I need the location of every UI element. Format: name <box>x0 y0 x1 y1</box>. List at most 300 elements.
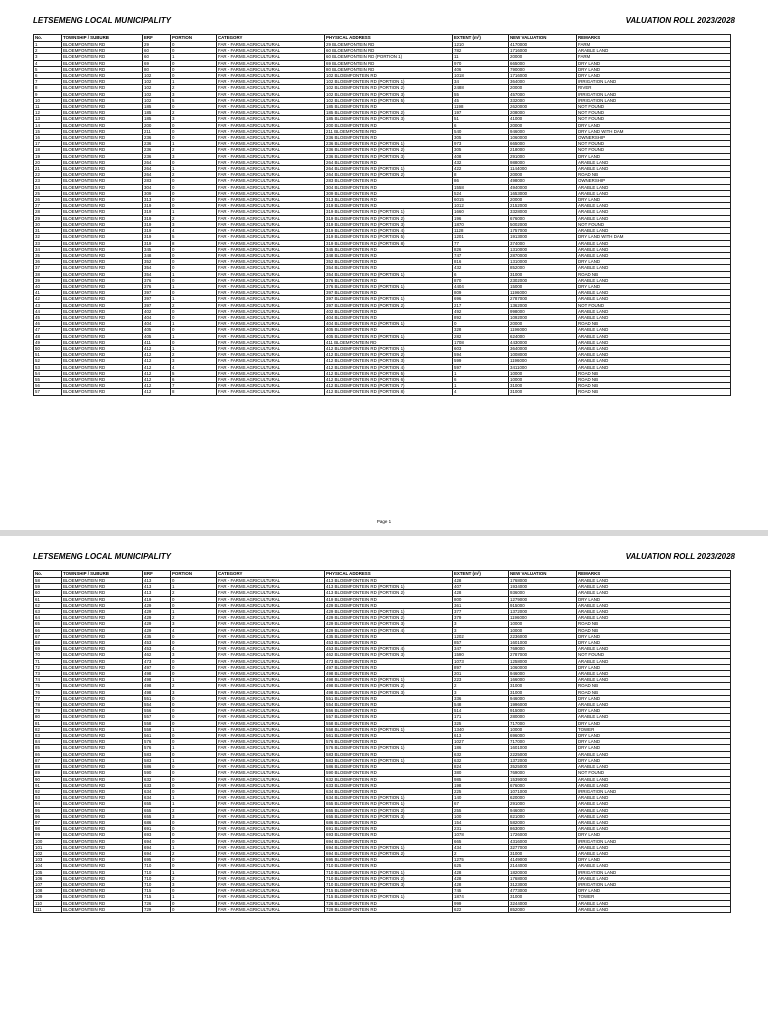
valuation-roll-title: VALUATION ROLL 2023/2028 <box>625 552 735 561</box>
cell-category: FAR - FARMS AGRICULTURAL <box>217 364 325 370</box>
cell-remarks: DRY LAND <box>577 733 731 739</box>
cell-address: 397 BLOEMFONTEIN RD (PORTION 1) <box>325 296 453 302</box>
cell-erf: 412 <box>143 345 171 351</box>
cell-erf: 473 <box>143 658 171 664</box>
cell-category: FAR - FARMS AGRICULTURAL <box>217 79 325 85</box>
page-header <box>33 552 735 564</box>
cell-remarks: DRY LAND <box>577 757 731 763</box>
cell-category: FAR - FARMS AGRICULTURAL <box>217 832 325 838</box>
cell-erf: 236 <box>143 153 171 159</box>
cell-remarks: DRY LAND <box>577 633 731 639</box>
cell-address: 695 BLOEMFONTEIN RD <box>325 857 453 863</box>
cell-erf: 412 <box>143 364 171 370</box>
cell-address: 583 BLOEMFONTEIN RD <box>325 751 453 757</box>
cell-address: 710 BLOEMFONTEIN RD <box>325 863 453 869</box>
cell-extent: 1275 <box>453 857 509 863</box>
cell-portion: 1 <box>171 894 217 900</box>
cell-erf: 185 <box>143 116 171 122</box>
cell-portion: 3 <box>171 91 217 97</box>
cell-portion: 0 <box>171 633 217 639</box>
cell-remarks: DRY LAND <box>577 720 731 726</box>
cell-no: 63 <box>34 609 62 615</box>
cell-township: BLOEMFONTEIN RD <box>62 190 143 196</box>
cell-erf: 498 <box>143 689 171 695</box>
cell-erf: 556 <box>143 708 171 714</box>
cell-extent: 328 <box>453 327 509 333</box>
cell-no: 21 <box>34 166 62 172</box>
cell-valuation: 1258000 <box>509 658 577 664</box>
cell-category: FAR - FARMS AGRICULTURAL <box>217 97 325 103</box>
cell-portion: 1 <box>171 271 217 277</box>
cell-township: BLOEMFONTEIN RD <box>62 314 143 320</box>
cell-no: 5 <box>34 66 62 72</box>
cell-valuation: 1757000 <box>509 228 577 234</box>
cell-category: FAR - FARMS AGRICULTURAL <box>217 745 325 751</box>
cell-remarks: NOT FOUND <box>577 770 731 776</box>
cell-township: BLOEMFONTEIN RD <box>62 708 143 714</box>
cell-erf: 80 <box>143 66 171 72</box>
cell-remarks: NOT FOUND <box>577 652 731 658</box>
cell-remarks: ARABLE LAND <box>577 602 731 608</box>
cell-category: FAR - FARMS AGRICULTURAL <box>217 141 325 147</box>
cell-no: 56 <box>34 383 62 389</box>
cell-portion: 0 <box>171 327 217 333</box>
cell-extent: 892 <box>453 314 509 320</box>
cell-no: 103 <box>34 857 62 863</box>
cell-portion: 0 <box>171 73 217 79</box>
cell-township: BLOEMFONTEIN RD <box>62 48 143 54</box>
cell-remarks: ARABLE LAND <box>577 215 731 221</box>
cell-remarks: ROAD NB <box>577 683 731 689</box>
cell-township: BLOEMFONTEIN RD <box>62 894 143 900</box>
cell-extent: 985 <box>453 776 509 782</box>
cell-no: 85 <box>34 745 62 751</box>
cell-extent: 197 <box>453 110 509 116</box>
cell-remarks: ARABLE LAND <box>577 203 731 209</box>
cell-erf: 319 <box>143 215 171 221</box>
cell-category: FAR - FARMS AGRICULTURAL <box>217 906 325 912</box>
cell-remarks: ARABLE LAND <box>577 782 731 788</box>
cell-portion: 2 <box>171 807 217 813</box>
cell-township: BLOEMFONTEIN RD <box>62 900 143 906</box>
cell-address: 319 BLOEMFONTEIN RD <box>325 203 453 209</box>
cell-erf: 102 <box>143 85 171 91</box>
cell-address: 102 BLOEMFONTEIN RD (PORTION 3) <box>325 91 453 97</box>
cell-no: 98 <box>34 826 62 832</box>
cell-no: 47 <box>34 327 62 333</box>
cell-no: 89 <box>34 770 62 776</box>
cell-valuation: 3328000 <box>509 209 577 215</box>
cell-township: BLOEMFONTEIN RD <box>62 819 143 825</box>
cell-erf: 710 <box>143 863 171 869</box>
cell-portion: 0 <box>171 857 217 863</box>
cell-township: BLOEMFONTEIN RD <box>62 66 143 72</box>
cell-no: 4 <box>34 60 62 66</box>
cell-township: BLOEMFONTEIN RD <box>62 832 143 838</box>
cell-address: 412 BLOEMFONTEIN RD (PORTION 4) <box>325 364 453 370</box>
cell-no: 76 <box>34 689 62 695</box>
cell-extent: 186 <box>453 745 509 751</box>
cell-category: FAR - FARMS AGRICULTURAL <box>217 764 325 770</box>
cell-address: 710 BLOEMFONTEIN RD (PORTION 2) <box>325 875 453 881</box>
cell-valuation: 291000 <box>509 801 577 807</box>
cell-erf: 412 <box>143 376 171 382</box>
cell-category: FAR - FARMS AGRICULTURAL <box>217 652 325 658</box>
cell-portion: 0 <box>171 197 217 203</box>
cell-portion: 0 <box>171 308 217 314</box>
cell-portion: 0 <box>171 104 217 110</box>
cell-valuation: 10000 <box>509 726 577 732</box>
cell-remarks: ARABLE LAND <box>577 807 731 813</box>
valuation-table <box>33 570 731 913</box>
column-header-erf: ERF <box>143 35 171 42</box>
cell-erf: 405 <box>143 333 171 339</box>
cell-valuation: 790000 <box>509 66 577 72</box>
valuation-table <box>33 34 731 396</box>
cell-category: FAR - FARMS AGRICULTURAL <box>217 838 325 844</box>
cell-erf: 319 <box>143 240 171 246</box>
cell-category: FAR - FARMS AGRICULTURAL <box>217 271 325 277</box>
cell-portion: 3 <box>171 813 217 819</box>
cell-no: 107 <box>34 881 62 887</box>
cell-address: 715 BLOEMFONTEIN RD <box>325 888 453 894</box>
cell-valuation: 2787000 <box>509 652 577 658</box>
cell-valuation: 769000 <box>509 770 577 776</box>
cell-valuation: 1768000 <box>509 578 577 584</box>
cell-valuation: 1934000 <box>509 584 577 590</box>
cell-valuation: 2787000 <box>509 296 577 302</box>
cell-portion: 2 <box>171 110 217 116</box>
cell-valuation: 1820000 <box>509 869 577 875</box>
cell-portion: 1 <box>171 677 217 683</box>
cell-valuation: 2144000 <box>509 863 577 869</box>
cell-valuation: 1716000 <box>509 48 577 54</box>
cell-address: 354 BLOEMFONTEIN RD (PORTION 1) <box>325 271 453 277</box>
cell-category: FAR - FARMS AGRICULTURAL <box>217 197 325 203</box>
cell-address: 429 BLOEMFONTEIN RD (PORTION 2) <box>325 615 453 621</box>
cell-address: 691 BLOEMFONTEIN RD <box>325 826 453 832</box>
cell-no: 10 <box>34 97 62 103</box>
cell-erf: 412 <box>143 352 171 358</box>
cell-erf: 413 <box>143 584 171 590</box>
cell-category: FAR - FARMS AGRICULTURAL <box>217 695 325 701</box>
cell-no: 34 <box>34 246 62 252</box>
cell-remarks: ARABLE LAND <box>577 590 731 596</box>
cell-township: BLOEMFONTEIN RD <box>62 97 143 103</box>
cell-extent: 1870 <box>453 221 509 227</box>
cell-address: 283 BLOEMFONTEIN RD <box>325 178 453 184</box>
cell-township: BLOEMFONTEIN RD <box>62 42 143 48</box>
cell-category: FAR - FARMS AGRICULTURAL <box>217 128 325 134</box>
cell-category: FAR - FARMS AGRICULTURAL <box>217 259 325 265</box>
cell-township: BLOEMFONTEIN RD <box>62 252 143 258</box>
cell-category: FAR - FARMS AGRICULTURAL <box>217 153 325 159</box>
cell-category: FAR - FARMS AGRICULTURAL <box>217 596 325 602</box>
cell-remarks: ROAD NB <box>577 621 731 627</box>
cell-extent: 432 <box>453 265 509 271</box>
cell-erf: 236 <box>143 147 171 153</box>
cell-erf: 319 <box>143 203 171 209</box>
cell-erf: 435 <box>143 633 171 639</box>
cell-valuation: 1060000 <box>509 664 577 670</box>
cell-no: 54 <box>34 370 62 376</box>
cell-township: BLOEMFONTEIN RD <box>62 807 143 813</box>
cell-extent: 622 <box>453 906 509 912</box>
cell-address: 710 BLOEMFONTEIN RD (PORTION 1) <box>325 869 453 875</box>
cell-no: 48 <box>34 333 62 339</box>
cell-remarks: ARABLE LAND <box>577 819 731 825</box>
cell-township: BLOEMFONTEIN RD <box>62 221 143 227</box>
cell-no: 16 <box>34 135 62 141</box>
cell-valuation: 31000 <box>509 383 577 389</box>
cell-address: 634 BLOEMFONTEIN RD <box>325 788 453 794</box>
cell-portion: 0 <box>171 159 217 165</box>
cell-township: BLOEMFONTEIN RD <box>62 838 143 844</box>
cell-address: 404 BLOEMFONTEIN RD (PORTION 1) <box>325 321 453 327</box>
cell-extent: 524 <box>453 190 509 196</box>
cell-valuation: 676000 <box>509 215 577 221</box>
cell-category: FAR - FARMS AGRICULTURAL <box>217 881 325 887</box>
cell-remarks: DRY LAND <box>577 66 731 72</box>
cell-portion: 3 <box>171 652 217 658</box>
cell-address: 557 BLOEMFONTEIN RD <box>325 714 453 720</box>
cell-valuation: 1196000 <box>509 290 577 296</box>
cell-erf: 319 <box>143 209 171 215</box>
cell-erf: 313 <box>143 197 171 203</box>
column-header-erf: ERF <box>143 571 171 578</box>
cell-portion: 1 <box>171 801 217 807</box>
cell-erf: 453 <box>143 646 171 652</box>
cell-valuation: 20000 <box>509 54 577 60</box>
cell-erf: 693 <box>143 832 171 838</box>
column-header-portion: PORTION <box>171 35 217 42</box>
cell-category: FAR - FARMS AGRICULTURAL <box>217 376 325 382</box>
cell-township: BLOEMFONTEIN RD <box>62 627 143 633</box>
cell-no: 90 <box>34 776 62 782</box>
cell-no: 2 <box>34 48 62 54</box>
cell-erf: 402 <box>143 308 171 314</box>
cell-address: 304 BLOEMFONTEIN RD <box>325 184 453 190</box>
cell-address: 556 BLOEMFONTEIN RD <box>325 708 453 714</box>
cell-address: 102 BLOEMFONTEIN RD (PORTION 2) <box>325 85 453 91</box>
cell-extent: 625 <box>453 863 509 869</box>
cell-township: BLOEMFONTEIN RD <box>62 159 143 165</box>
cell-remarks: DRY LAND WITH DAM <box>577 128 731 134</box>
cell-remarks: ARABLE LAND <box>577 296 731 302</box>
cell-erf: 405 <box>143 327 171 333</box>
cell-no: 104 <box>34 863 62 869</box>
cell-portion: 2 <box>171 147 217 153</box>
cell-address: 413 BLOEMFONTEIN RD (PORTION 2) <box>325 590 453 596</box>
valuation-roll-title: VALUATION ROLL 2023/2028 <box>625 16 735 25</box>
cell-remarks: ARABLE LAND <box>577 671 731 677</box>
cell-address: 473 BLOEMFONTEIN RD <box>325 658 453 664</box>
cell-no: 68 <box>34 640 62 646</box>
cell-valuation: 852000 <box>509 265 577 271</box>
cell-erf: 419 <box>143 596 171 602</box>
cell-category: FAR - FARMS AGRICULTURAL <box>217 689 325 695</box>
cell-extent: 782 <box>453 48 509 54</box>
cell-erf: 412 <box>143 383 171 389</box>
cell-valuation: 498000 <box>509 178 577 184</box>
cell-address: 655 BLOEMFONTEIN RD (PORTION 1) <box>325 801 453 807</box>
cell-township: BLOEMFONTEIN RD <box>62 646 143 652</box>
cell-remarks: TOWER <box>577 726 731 732</box>
cell-no: 39 <box>34 277 62 283</box>
cell-township: BLOEMFONTEIN RD <box>62 352 143 358</box>
cell-remarks: IRRIGATION LAND <box>577 838 731 844</box>
cell-category: FAR - FARMS AGRICULTURAL <box>217 178 325 184</box>
cell-valuation: 998000 <box>509 308 577 314</box>
cell-erf: 694 <box>143 850 171 856</box>
cell-no: 86 <box>34 751 62 757</box>
cell-no: 88 <box>34 764 62 770</box>
cell-address: 313 BLOEMFONTEIN RD <box>325 197 453 203</box>
cell-extent: 1 <box>453 370 509 376</box>
cell-extent: 217 <box>453 302 509 308</box>
cell-portion: 0 <box>171 664 217 670</box>
cell-no: 29 <box>34 215 62 221</box>
cell-township: BLOEMFONTEIN RD <box>62 302 143 308</box>
cell-township: BLOEMFONTEIN RD <box>62 203 143 209</box>
cell-portion: 0 <box>171 900 217 906</box>
cell-valuation: 31000 <box>509 689 577 695</box>
cell-valuation: 20000 <box>509 197 577 203</box>
cell-township: BLOEMFONTEIN RD <box>62 609 143 615</box>
cell-township: BLOEMFONTEIN RD <box>62 770 143 776</box>
cell-address: 693 BLOEMFONTEIN RD <box>325 832 453 838</box>
cell-remarks: ARABLE LAND <box>577 677 731 683</box>
cell-valuation: 936000 <box>509 590 577 596</box>
cell-township: BLOEMFONTEIN RD <box>62 664 143 670</box>
cell-portion: 2 <box>171 590 217 596</box>
cell-valuation: 31000 <box>509 894 577 900</box>
column-header-category: CATEGORY <box>217 571 325 578</box>
cell-extent: 422 <box>453 166 509 172</box>
cell-category: FAR - FARMS AGRICULTURAL <box>217 708 325 714</box>
cell-extent: 3 <box>453 689 509 695</box>
cell-portion: 1 <box>171 726 217 732</box>
cell-extent: 77 <box>453 240 509 246</box>
cell-category: FAR - FARMS AGRICULTURAL <box>217 54 325 60</box>
cell-valuation: 2236000 <box>509 633 577 639</box>
cell-no: 19 <box>34 153 62 159</box>
cell-valuation: 4316000 <box>509 838 577 844</box>
cell-valuation: 946000 <box>509 807 577 813</box>
cell-no: 26 <box>34 197 62 203</box>
cell-category: FAR - FARMS AGRICULTURAL <box>217 327 325 333</box>
cell-no: 80 <box>34 714 62 720</box>
cell-remarks: NOT FOUND <box>577 302 731 308</box>
cell-valuation: 364000 <box>509 79 577 85</box>
cell-remarks: DRY LAND <box>577 888 731 894</box>
cell-township: BLOEMFONTEIN RD <box>62 376 143 382</box>
cell-erf: 558 <box>143 726 171 732</box>
cell-portion: 8 <box>171 389 217 395</box>
cell-address: 412 BLOEMFONTEIN RD (PORTION 7) <box>325 383 453 389</box>
cell-erf: 412 <box>143 370 171 376</box>
cell-extent: 1590 <box>453 652 509 658</box>
cell-no: 93 <box>34 795 62 801</box>
cell-category: FAR - FARMS AGRICULTURAL <box>217 66 325 72</box>
cell-township: BLOEMFONTEIN RD <box>62 283 143 289</box>
cell-erf: 102 <box>143 79 171 85</box>
cell-valuation: 4149000 <box>509 857 577 863</box>
cell-address: 402 BLOEMFONTEIN RD <box>325 308 453 314</box>
cell-no: 102 <box>34 850 62 856</box>
cell-remarks: ARABLE LAND <box>577 358 731 364</box>
cell-extent: 51 <box>453 116 509 122</box>
cell-portion: 0 <box>171 671 217 677</box>
cell-category: FAR - FARMS AGRICULTURAL <box>217 85 325 91</box>
cell-extent: 826 <box>453 246 509 252</box>
cell-address: 694 BLOEMFONTEIN RD (PORTION 1) <box>325 844 453 850</box>
cell-valuation: 3640000 <box>509 345 577 351</box>
cell-remarks: ARABLE LAND <box>577 308 731 314</box>
cell-address: 319 BLOEMFONTEIN RD (PORTION 2) <box>325 215 453 221</box>
cell-no: 51 <box>34 352 62 358</box>
cell-remarks: ARABLE LAND <box>577 646 731 652</box>
cell-category: FAR - FARMS AGRICULTURAL <box>217 333 325 339</box>
cell-extent: 231 <box>453 826 509 832</box>
cell-remarks: DRY LAND <box>577 857 731 863</box>
cell-township: BLOEMFONTEIN RD <box>62 358 143 364</box>
cell-address: 412 BLOEMFONTEIN RD (PORTION 8) <box>325 389 453 395</box>
cell-extent: 857 <box>453 640 509 646</box>
cell-township: BLOEMFONTEIN RD <box>62 141 143 147</box>
cell-category: FAR - FARMS AGRICULTURAL <box>217 720 325 726</box>
cell-extent: 1078 <box>453 832 509 838</box>
cell-valuation: 1196000 <box>509 327 577 333</box>
cell-category: FAR - FARMS AGRICULTURAL <box>217 621 325 627</box>
cell-township: BLOEMFONTEIN RD <box>62 308 143 314</box>
cell-remarks: DRY LAND <box>577 664 731 670</box>
cell-extent: 2 <box>453 683 509 689</box>
column-header-township: TOWNSHIP / SUBURB <box>62 571 143 578</box>
cell-valuation: 1601000 <box>509 745 577 751</box>
cell-township: BLOEMFONTEIN RD <box>62 714 143 720</box>
column-header-valuation: NEW VALUATION <box>509 35 577 42</box>
cell-extent: 1210 <box>453 42 509 48</box>
cell-extent: 1018 <box>453 73 509 79</box>
cell-category: FAR - FARMS AGRICULTURAL <box>217 73 325 79</box>
cell-erf: 715 <box>143 894 171 900</box>
cell-extent: 428 <box>453 875 509 881</box>
cell-portion: 1 <box>171 54 217 60</box>
column-header-address: PHYSICAL ADDRESS <box>325 571 453 578</box>
cell-portion: 3 <box>171 116 217 122</box>
cell-no: 28 <box>34 209 62 215</box>
cell-portion: 1 <box>171 283 217 289</box>
cell-erf: 429 <box>143 627 171 633</box>
cell-valuation: 3411000 <box>509 364 577 370</box>
cell-township: BLOEMFONTEIN RD <box>62 875 143 881</box>
cell-category: FAR - FARMS AGRICULTURAL <box>217 714 325 720</box>
cell-township: BLOEMFONTEIN RD <box>62 240 143 246</box>
cell-township: BLOEMFONTEIN RD <box>62 290 143 296</box>
cell-extent: 154 <box>453 819 509 825</box>
cell-address: 413 BLOEMFONTEIN RD (PORTION 1) <box>325 584 453 590</box>
cell-address: 411 BLOEMFONTEIN RD <box>325 339 453 345</box>
cell-township: BLOEMFONTEIN RD <box>62 147 143 153</box>
cell-township: BLOEMFONTEIN RD <box>62 596 143 602</box>
cell-address: 412 BLOEMFONTEIN RD (PORTION 3) <box>325 358 453 364</box>
cell-category: FAR - FARMS AGRICULTURAL <box>217 850 325 856</box>
cell-extent: 225 <box>453 788 509 794</box>
cell-portion: 8 <box>171 240 217 246</box>
cell-township: BLOEMFONTEIN RD <box>62 54 143 60</box>
cell-valuation: 332000 <box>509 97 577 103</box>
